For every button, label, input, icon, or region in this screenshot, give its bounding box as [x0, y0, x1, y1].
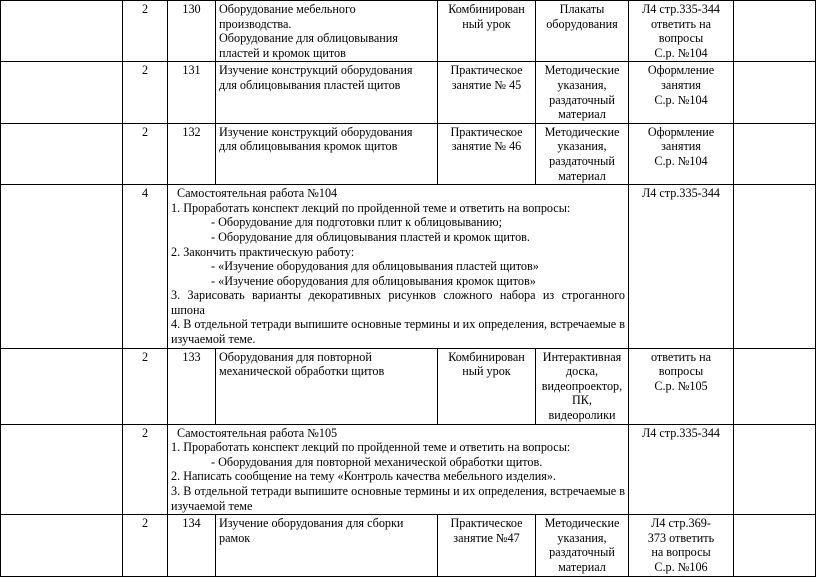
empty-cell	[1, 348, 123, 424]
selfwork-row	[1, 185, 816, 349]
hours-cell: 2	[123, 123, 168, 184]
empty-cell	[1, 515, 123, 577]
homework-line: ответить на	[650, 349, 712, 364]
hours-cell: 2	[123, 424, 168, 515]
homework-cell	[629, 123, 734, 184]
selfwork-line: - Оборудования для повторной механической обработки щитов.	[211, 454, 543, 469]
empty-cell	[1, 123, 123, 184]
homework-line: С.р. №104	[654, 92, 708, 107]
materials-line: видеоролики	[548, 408, 616, 423]
selfwork-line: 2. Закончить практическую работу:	[171, 244, 355, 259]
homework-line: С.р. №104	[654, 153, 708, 168]
homework-cell	[629, 62, 734, 123]
materials-cell	[536, 515, 629, 577]
topic-line: Оборудование мебельного	[219, 2, 356, 16]
materials-line: Интерактивная	[542, 349, 622, 364]
selfwork-line: - Оборудование для подготовки плит к облицовыванию;	[211, 215, 502, 230]
materials-line: Методические	[544, 516, 620, 531]
empty-cell	[1, 1, 123, 62]
topic-line: для облицовывания кромок щитов	[219, 139, 398, 154]
topic-line: Изучение конструкций оборудования	[219, 63, 413, 78]
homework-cell	[629, 424, 734, 515]
materials-cell	[536, 1, 629, 62]
homework-line: 373 ответить	[647, 530, 715, 545]
empty-cell	[734, 348, 816, 424]
lesson-type-line: Комбинирован	[448, 349, 525, 364]
selfwork-line: 4. В отдельной тетради выпишите основные термины и их определения, встречаемые в изучаемой теме.	[171, 317, 625, 347]
materials-cell	[536, 348, 629, 424]
materials-line: указания,	[557, 139, 607, 154]
homework-line: занятия	[661, 139, 701, 154]
homework-line: Оформление	[647, 124, 715, 139]
selfwork-cell	[168, 424, 629, 515]
materials-line: раздаточный	[549, 92, 615, 107]
homework-cell	[629, 348, 734, 424]
topic-line: Изучение конструкций оборудования	[219, 124, 413, 139]
homework-line: ответить на	[650, 16, 712, 31]
lesson-type-cell	[438, 1, 536, 62]
topic-line: Изучение оборудования для сборки	[219, 516, 404, 531]
empty-cell	[734, 185, 816, 349]
topic-cell	[216, 1, 438, 62]
materials-line: Плакаты	[559, 2, 605, 16]
homework-line: вопросы	[658, 31, 704, 46]
lesson-row	[1, 515, 816, 577]
lesson-type-cell	[438, 515, 536, 577]
materials-cell	[536, 123, 629, 184]
lesson-type-line: ный урок	[462, 364, 511, 379]
topic-line: пластей и кромок щитов	[219, 45, 346, 60]
selfwork-line: 3. Зарисовать варианты декоративных рисунков сложного набора из строганного шпона	[171, 288, 625, 317]
lesson-number-cell: 131	[168, 62, 216, 123]
lesson-number-cell: 130	[168, 1, 216, 62]
materials-cell	[536, 62, 629, 123]
topic-line: рамок	[219, 530, 251, 545]
lesson-row	[1, 1, 816, 62]
selfwork-line: - «Изучение оборудования для облицовывания пластей щитов»	[211, 259, 539, 274]
topic-line: для облицовывания пластей щитов	[219, 77, 401, 92]
materials-line: Методические	[544, 63, 620, 78]
lesson-type-line: занятие № 45	[451, 77, 522, 92]
materials-line: оборудования	[546, 16, 618, 31]
hours-cell: 2	[123, 515, 168, 577]
topic-cell	[216, 123, 438, 184]
lesson-type-line: занятие № 46	[451, 139, 522, 154]
empty-cell	[1, 185, 123, 349]
selfwork-line: 2. Написать сообщение на тему «Контроль качества мебельного изделия».	[171, 469, 556, 484]
materials-line: раздаточный	[549, 153, 615, 168]
hours-cell: 2	[123, 1, 168, 62]
materials-line: указания,	[557, 77, 607, 92]
lesson-type-line: Практическое	[450, 63, 523, 78]
lesson-plan-body	[1, 1, 816, 577]
selfwork-line: 1. Проработать конспект лекций по пройденной теме и ответить на вопросы:	[171, 440, 571, 455]
homework-line: С.р. №106	[654, 559, 708, 574]
materials-line: материал	[558, 107, 606, 122]
empty-cell	[734, 515, 816, 577]
topic-line: механической обработки щитов	[219, 364, 385, 379]
lesson-number-cell: 132	[168, 123, 216, 184]
homework-line: Л4 стр.335-344	[641, 425, 721, 440]
materials-line: раздаточный	[549, 545, 615, 560]
empty-cell	[734, 424, 816, 515]
hours-cell: 2	[123, 62, 168, 123]
homework-cell	[629, 185, 734, 349]
hours-cell: 4	[123, 185, 168, 349]
materials-line: материал	[558, 559, 606, 574]
topic-cell	[216, 515, 438, 577]
materials-line: указания,	[557, 530, 607, 545]
lesson-type-cell	[438, 348, 536, 424]
selfwork-row	[1, 424, 816, 515]
topic-cell	[216, 62, 438, 123]
selfwork-line: - Оборудование для облицовывания пластей и кромок щитов.	[211, 229, 530, 244]
selfwork-line: 1. Проработать конспект лекций по пройденной теме и ответить на вопросы:	[171, 200, 571, 215]
topic-line: Оборудование для облицовывания	[219, 31, 398, 46]
selfwork-title: Самостоятельная работа №105	[177, 425, 338, 440]
lesson-row	[1, 62, 816, 123]
empty-cell	[1, 424, 123, 515]
lesson-type-cell	[438, 123, 536, 184]
lesson-row	[1, 348, 816, 424]
lesson-type-line: ный урок	[462, 16, 511, 31]
selfwork-line: - «Изучение оборудования для облицовывания кромок щитов»	[211, 273, 536, 288]
homework-line: С.р. №104	[654, 45, 708, 60]
lesson-type-line: Практическое	[450, 516, 523, 531]
materials-line: Методические	[544, 124, 620, 139]
empty-cell	[734, 62, 816, 123]
lesson-type-cell	[438, 62, 536, 123]
homework-line: Л4 стр.335-344	[641, 2, 721, 16]
homework-line: Л4 стр.369-	[651, 516, 711, 531]
topic-cell	[216, 348, 438, 424]
topic-line: Оборудования для повторной	[219, 349, 372, 364]
homework-line: С.р. №105	[654, 378, 708, 393]
homework-cell	[629, 1, 734, 62]
homework-line: Оформление	[647, 63, 715, 78]
homework-line: на вопросы	[651, 545, 711, 560]
selfwork-line: 3. В отдельной тетради выпишите основные термины и их определения, встречаемые в изучаемой теме	[171, 484, 625, 513]
empty-cell	[1, 62, 123, 123]
hours-cell: 2	[123, 348, 168, 424]
empty-cell	[734, 1, 816, 62]
lesson-type-line: Практическое	[450, 124, 523, 139]
empty-cell	[734, 123, 816, 184]
materials-line: доска,	[565, 364, 599, 379]
topic-line: производства.	[219, 16, 292, 31]
lesson-number-cell: 134	[168, 515, 216, 577]
lesson-number-cell: 133	[168, 348, 216, 424]
materials-line: материал	[558, 168, 606, 183]
homework-cell	[629, 515, 734, 577]
lesson-type-line: Комбинирован	[448, 2, 525, 16]
homework-line: Л4 стр.335-344	[641, 186, 721, 201]
lesson-type-line: занятие №47	[453, 530, 520, 545]
materials-line: видеопроектор, ПК,	[541, 378, 623, 408]
lesson-row	[1, 123, 816, 184]
selfwork-cell	[168, 185, 629, 349]
homework-line: вопросы	[658, 364, 704, 379]
homework-line: занятия	[661, 77, 701, 92]
selfwork-title: Самостоятельная работа №104	[177, 186, 338, 201]
